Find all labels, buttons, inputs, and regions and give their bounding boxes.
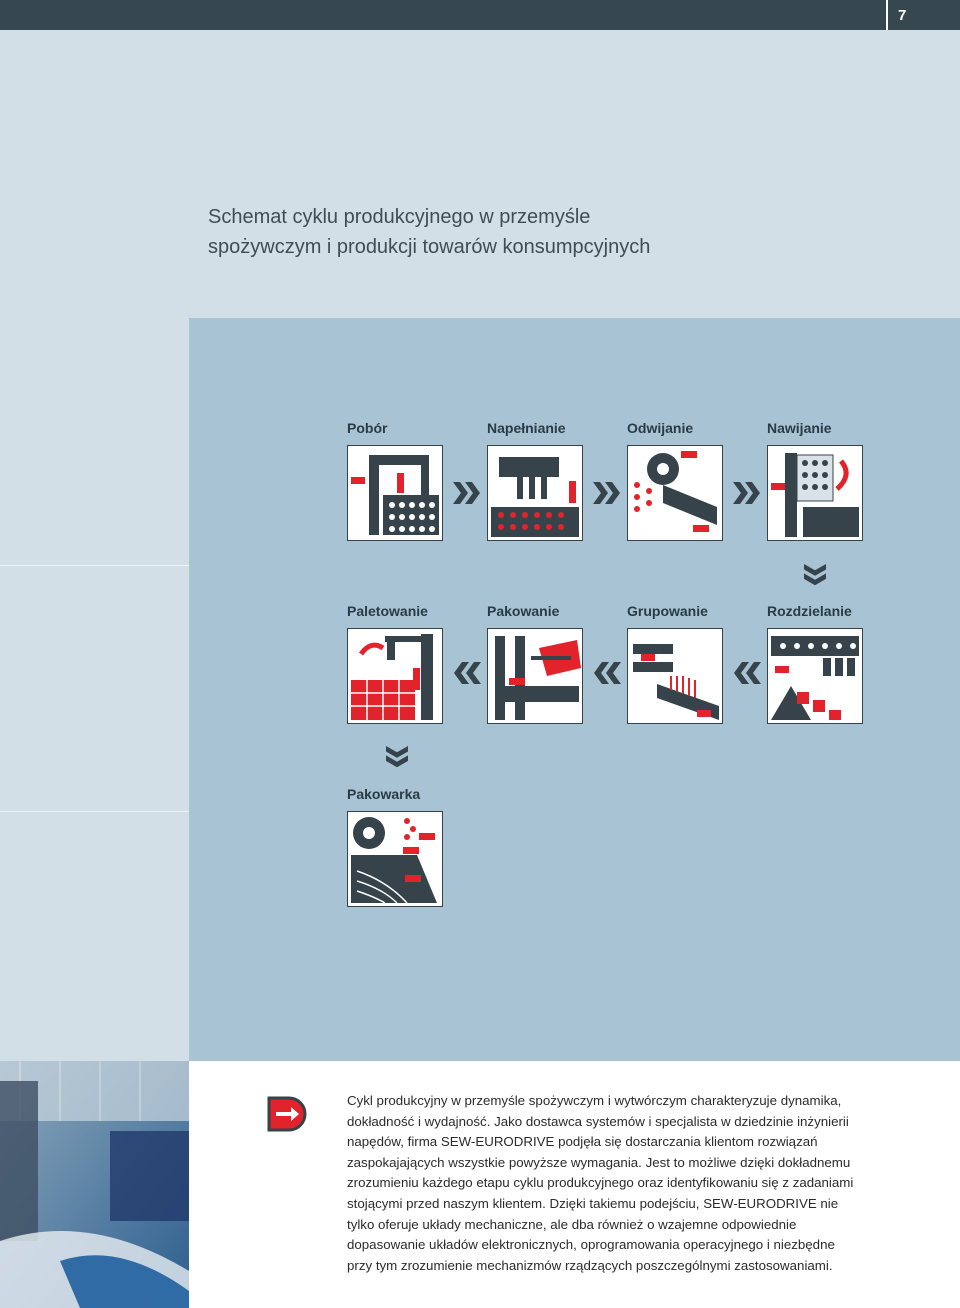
factory-photo	[0, 1061, 189, 1308]
description-panel	[189, 1061, 960, 1308]
double-chevron-down-icon	[383, 746, 411, 768]
step-napelnianie	[487, 420, 605, 440]
step-label: Pobór	[347, 420, 388, 436]
step-pakowanie	[487, 603, 605, 623]
production-cycle-diagram	[189, 318, 960, 1061]
step-label: Nawijanie	[767, 420, 832, 436]
double-chevron-right-icon	[733, 482, 761, 504]
wrapping-machine-icon	[347, 811, 443, 907]
unwinding-machine-icon	[627, 445, 723, 541]
double-chevron-left-icon	[593, 662, 621, 684]
page-number: 7	[886, 0, 960, 30]
double-chevron-left-icon	[733, 662, 761, 684]
page-title-line-1: Schemat cyklu produkcyjnego w przemyśle	[208, 206, 591, 228]
pick-machine-icon	[347, 445, 443, 541]
step-odwijanie	[627, 420, 745, 440]
separating-machine-icon	[767, 628, 863, 724]
palletizing-machine-icon	[347, 628, 443, 724]
double-chevron-left-icon	[453, 662, 481, 684]
step-label: Odwijanie	[627, 420, 694, 436]
step-rozdzielanie	[767, 603, 885, 623]
winding-machine-icon	[767, 445, 863, 541]
header-bar	[0, 0, 960, 30]
step-pobor	[347, 420, 465, 440]
left-margin-panel	[0, 318, 189, 1063]
step-pakowarka	[347, 786, 465, 806]
step-label: Rozdzielanie	[767, 603, 852, 619]
packing-machine-icon	[487, 628, 583, 724]
step-label: Pakowanie	[487, 603, 560, 619]
page-title-line-2: spożywczym i produkcji towarów konsumpcyjnych	[208, 236, 651, 258]
grouping-machine-icon	[627, 628, 723, 724]
step-label: Napełnianie	[487, 420, 566, 436]
page-title	[208, 202, 650, 262]
step-label: Grupowanie	[627, 603, 708, 619]
double-chevron-down-icon	[801, 564, 829, 586]
step-paletowanie	[347, 603, 465, 623]
step-nawijanie	[767, 420, 885, 440]
double-chevron-right-icon	[593, 482, 621, 504]
step-label: Paletowanie	[347, 603, 428, 619]
body-paragraph: Cykl produkcyjny w przemyśle spożywczym i wytwórczym charakteryzuje dynamika, dokładność i wydajność. Jako dostawca systemów i specjalista w dziedzinie inżynierii napędów, firma SEW-EURODRIVE podjęła się dostarczania klientom rozwiązań zaspokajających wszystkie powyższe wymagania. Jest to możliwe dzięki dokładnemu zrozumieniu każdego etapu cyklu produkcyjnego oraz identyfikowaniu się z zadaniami stojącymi przed naszym klientem. Dzięki takiemu podejściu, SEW-EURODRIVE nie tylko oferuje układy mechaniczne, ale dba również o wzajemne odpowiednie dopasowanie układów elektronicznych, oprogramowania operacyjnego i niezbędne przy tym zrozumienie mechanizmów rządzących poszczególnymi zastosowaniami.	[347, 1093, 854, 1273]
filling-machine-icon	[487, 445, 583, 541]
step-grupowanie	[627, 603, 745, 623]
double-chevron-right-icon	[453, 482, 481, 504]
step-label: Pakowarka	[347, 786, 421, 802]
d-arrow-icon	[267, 1094, 307, 1134]
